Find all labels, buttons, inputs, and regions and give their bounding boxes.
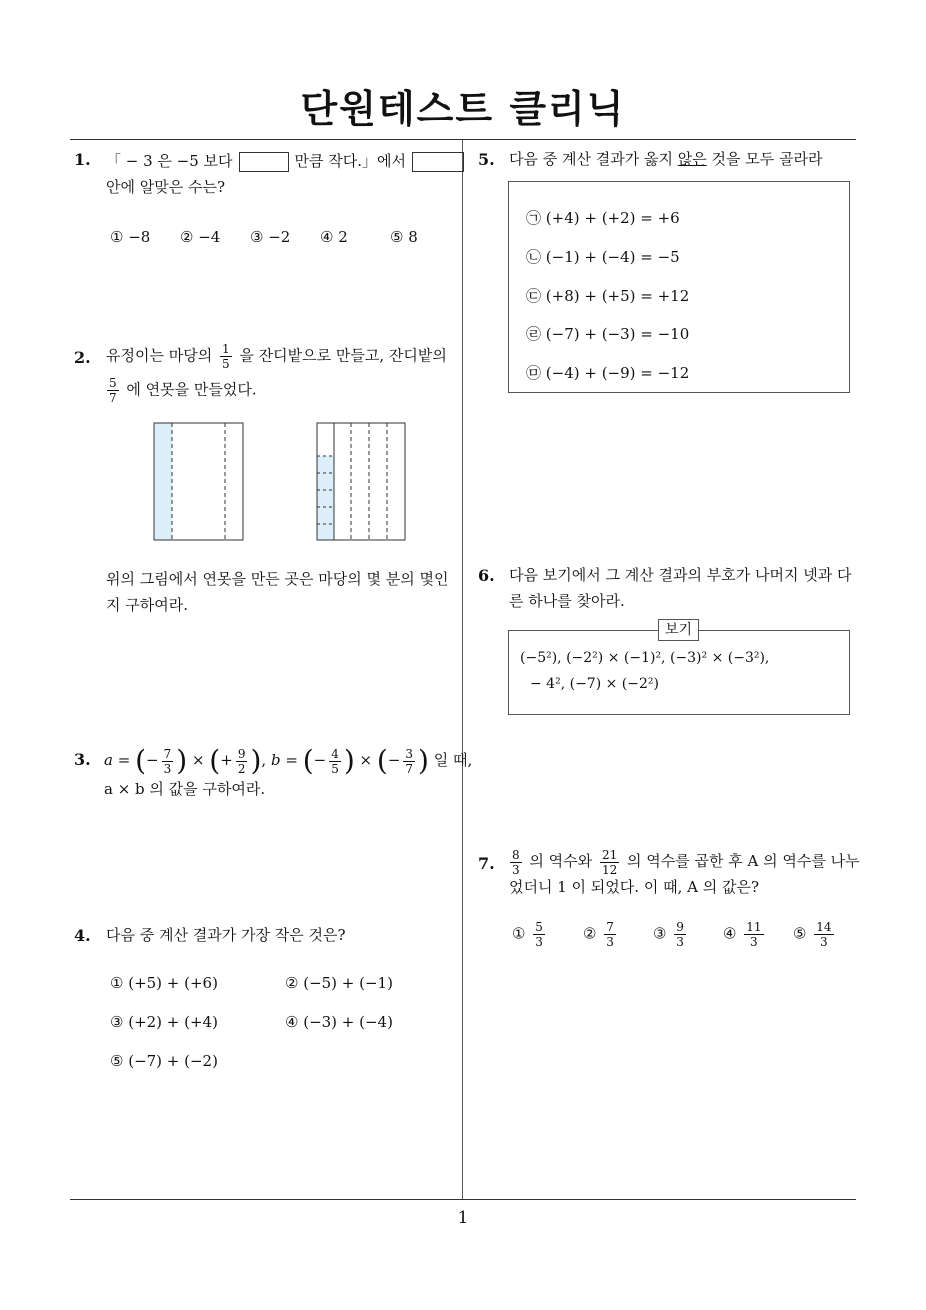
q7-fraction-1: $\frac{8}{3}$ — [512, 847, 520, 877]
q4-number: 4. — [74, 926, 91, 945]
q5-text-b: 것을 모두 골라라 — [711, 150, 823, 168]
q6-number: 6. — [478, 566, 495, 585]
page-title: 단원테스트 클리닉 — [300, 87, 626, 131]
q5-item-4: ㉣ (−7) + (−3) = −10 — [526, 325, 690, 343]
q3-eq-2: = — [285, 751, 298, 769]
q5-item-3: ㉢ (+8) + (+5) = +12 — [526, 287, 690, 305]
q2-figure-right — [317, 423, 405, 540]
q6-legend: 보기 — [658, 619, 699, 641]
q2-line1-b: 을 잔디밭으로 만들고, 잔디밭의 — [239, 346, 447, 365]
q5-item-5: ㉤ (−4) + (−9) = −12 — [526, 364, 690, 382]
q7-option-4: ④ $\frac{11}{3}$ — [723, 920, 762, 949]
q2-figure — [150, 420, 420, 545]
q6-line1: 다음 보기에서 그 계산 결과의 부호가 나머지 넷과 다 — [509, 566, 852, 584]
q5-item-2: ㉡ (−1) + (−4) = −5 — [526, 248, 680, 266]
q5-text — [509, 146, 823, 172]
q1-line2: 안에 알맞은 수는? — [106, 178, 226, 196]
q2-figure-left — [154, 423, 243, 540]
q2-line4: 지 구하여라. — [106, 596, 188, 614]
q3-fraction-3: $\frac{4}{5}$ — [331, 746, 339, 776]
q4-option-4: ④ (−3) + (−4) — [285, 1013, 393, 1031]
bottom-rule — [70, 1199, 856, 1200]
q2-line1 — [106, 342, 447, 371]
q2-line1-a: 유정이는 마당의 — [106, 346, 213, 365]
q4-option-5: ⑤ (−7) + (−2) — [110, 1052, 218, 1070]
q7-option-5: ⑤ $\frac{14}{3}$ — [793, 920, 832, 949]
q3-line1: a = (− $\frac{7}{3}$ ) × (+ $\frac{9}{2}$ ), b = (− $\frac{4}{5}$ ) × (− $\frac{3}{7}$ ) 일 때, — [104, 744, 473, 777]
q1-blank-1 — [239, 152, 289, 172]
q7-mid-2: 의 역수를 곱한 후 A 의 역수를 나누 — [627, 852, 860, 870]
q2-fraction-2: $\frac{5}{7}$ — [109, 376, 117, 405]
q1-option-5: ⑤ 8 — [390, 228, 418, 246]
q3-number: 3. — [74, 750, 91, 769]
q5-item-1: ㉠ (+4) + (+2) = +6 — [526, 209, 680, 227]
q1-line1 — [106, 148, 470, 174]
q4-option-3: ③ (+2) + (+4) — [110, 1013, 218, 1031]
q6-line2: 른 하나를 찾아라. — [509, 592, 625, 610]
q1-option-1: ① −8 — [110, 228, 151, 246]
q1-option-2: ② −4 — [180, 228, 221, 246]
q2-fraction-1: $\frac{1}{5}$ — [221, 342, 230, 371]
q1-blank-2 — [412, 152, 464, 172]
q3-fraction-1: $\frac{7}{3}$ — [163, 746, 172, 776]
q3-eq-1: = — [117, 751, 131, 769]
q6-box — [508, 630, 850, 715]
column-divider — [462, 140, 463, 1200]
q7-number: 7. — [478, 854, 495, 873]
q3-var-b: b — [270, 751, 281, 769]
q7-mid-1: 의 역수와 — [529, 852, 593, 870]
q5-number: 5. — [478, 150, 495, 169]
q5-text-underlined: 않은 — [677, 150, 707, 168]
q4-text: 다음 중 계산 결과가 가장 작은 것은? — [106, 926, 346, 944]
q2-line2 — [104, 376, 257, 405]
q2-line3: 위의 그림에서 연못을 만든 곳은 마당의 몇 분의 몇인 — [106, 570, 449, 588]
q1-line1-a: 「 − 3 은 −5 보다 — [106, 152, 233, 170]
q4-option-1: ① (+5) + (+6) — [110, 974, 218, 992]
q7-line1 — [507, 844, 860, 878]
q1-line1-b: 만큼 작다.」에서 — [294, 152, 407, 170]
top-rule — [70, 139, 856, 140]
q3-fraction-4: $\frac{3}{7}$ — [405, 746, 414, 776]
q2-number: 2. — [74, 348, 91, 367]
q7-option-1: ① $\frac{5}{3}$ — [512, 920, 543, 949]
q7-option-3: ③ $\frac{9}{3}$ — [653, 920, 684, 949]
q4-option-2: ② (−5) + (−1) — [285, 974, 393, 992]
q3-suffix: 일 때, — [433, 751, 473, 769]
q5-text-a: 다음 중 계산 결과가 옳지 — [509, 150, 673, 168]
q7-line2: 었더니 1 이 되었다. 이 때, A 의 값은? — [509, 878, 759, 896]
q6-row-2: − 4², (−7) × (−2²) — [530, 676, 659, 692]
q1-number: 1. — [74, 150, 91, 169]
q7-option-2: ② $\frac{7}{3}$ — [583, 920, 614, 949]
page-number: 1 — [457, 1208, 469, 1228]
q1-option-3: ③ −2 — [250, 228, 291, 246]
q3-line2: a × b 의 값을 구하여라. — [104, 780, 266, 798]
q6-row-1: (−5²), (−2²) × (−1)², (−3)² × (−3²), — [520, 650, 770, 666]
q3-var-a: a — [104, 751, 113, 769]
q1-option-4: ④ 2 — [320, 228, 348, 246]
q7-fraction-2: $\frac{21}{12}$ — [601, 847, 618, 877]
q3-fraction-2: $\frac{9}{2}$ — [237, 746, 246, 776]
q2-line2-b: 에 연못을 만들었다. — [126, 380, 257, 399]
